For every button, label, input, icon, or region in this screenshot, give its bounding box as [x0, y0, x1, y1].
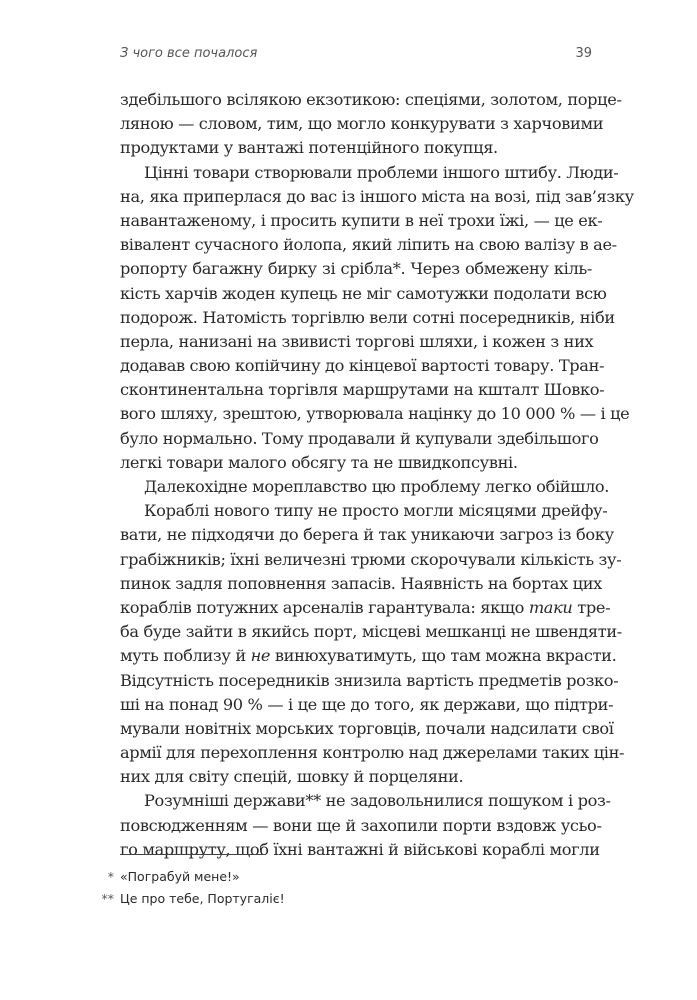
line-text: було нормально. Тому продавали й купували здебільшого: [120, 428, 599, 448]
line-text: армії для перехоплення контролю над джерелами таких цін-: [120, 743, 625, 763]
text-line: [120, 548, 622, 572]
text-line: [120, 282, 607, 306]
footnote: [90, 888, 285, 910]
text-line: [120, 136, 592, 160]
text-line: [120, 427, 599, 451]
text-line: [120, 741, 625, 765]
text-line: [120, 209, 603, 233]
line-text: Цінні товари створювали проблеми іншого штибу. Люди-: [144, 162, 619, 182]
line-text: на, яка приперлася до вас із іншого міста на возі, під зав’язку: [120, 186, 634, 206]
line-text: го маршруту, щоб їхні вантажні й військові кораблі могли: [120, 839, 600, 859]
text-line: [120, 451, 592, 475]
text-line: [120, 523, 614, 547]
text-line: [120, 257, 592, 281]
emphasis: таки: [528, 597, 573, 617]
page-number: 39: [575, 46, 592, 61]
text-line: [120, 475, 610, 499]
line-text: них для світу спецій, шовку й порцеляни.: [120, 767, 464, 787]
text-line: [120, 330, 592, 354]
line-text: вати, не підходячи до берега й так уникаючи загроз із боку: [120, 525, 614, 545]
line-text: Відсутність посередників знизила вартість предметів розко-: [120, 670, 619, 690]
footnote-text: Це про тебе, Португаліє!: [120, 891, 285, 906]
line-text: муть поблизу й: [120, 646, 251, 666]
text-line: [120, 185, 634, 209]
text-line: [120, 161, 619, 185]
text-line: [120, 717, 614, 741]
text-line: [120, 88, 622, 112]
line-text: кораблів потужних арсеналів гарантувала: якщо: [120, 597, 529, 617]
line-text: здебільшого всілякою екзотикою: спеціями, золотом, порце-: [120, 90, 622, 109]
line-text: Далекохідне мореплавство цю проблему легко обійшло.: [144, 477, 610, 496]
line-text: ропорту багажну бирку зі срібла*. Через обмежену кіль-: [120, 259, 592, 279]
text-line: [120, 669, 619, 693]
line-text: Кораблі нового типу не просто могли місяцями дрейфу-: [144, 501, 608, 521]
footnotes: [90, 866, 285, 910]
line-text: сконтинентальна торгівля маршрутами на кшталт Шовко-: [120, 380, 605, 400]
footnote: [90, 866, 285, 888]
text-line: [120, 306, 615, 330]
text-line: [120, 765, 592, 789]
text-line: [120, 402, 630, 426]
text-line: [120, 233, 617, 257]
line-text: продуктами у вантажі потенційного покупця.: [120, 138, 498, 158]
line-text: подорож. Натомість торгівлю вели сотні посередників, ніби: [120, 307, 615, 327]
text-line: [120, 499, 608, 523]
line-text: вівалент сучасного йолопа, який ліпить на свою валізу в ае-: [120, 235, 617, 255]
line-text: Розумніші держави** не задовольнилися пошуком і роз-: [144, 791, 611, 811]
line-text: мували новітніх морських торговців, почали надсилати свої: [120, 718, 614, 738]
running-header: [120, 46, 592, 68]
body-text: [120, 88, 634, 862]
text-line: [120, 354, 605, 378]
line-text: вого шляху, зрештою, утворювала націнку до 10 000 % — і це: [120, 404, 630, 424]
text-line: [120, 814, 602, 838]
line-text: кість харчів жоден купець не міг самотужки подолати всю: [120, 283, 607, 303]
line-text: додавав свою копійчину до кінцевої вартості товару. Тран-: [120, 356, 605, 376]
footnote-mark: **: [101, 891, 114, 906]
text-line: [120, 789, 611, 813]
line-text: тре-: [572, 597, 611, 617]
text-line: [120, 693, 614, 717]
text-line: [120, 644, 617, 668]
line-text: навантаженому, і просить купити в неї трохи їжі, — це ек-: [120, 210, 603, 230]
footnote-text: «Пограбуй мене!»: [120, 869, 240, 884]
line-text: пинок задля поповнення запасів. Наявність на бортах цих: [120, 573, 602, 593]
footnote-mark: *: [107, 869, 114, 884]
emphasis: не: [250, 646, 271, 666]
line-text: легкі товари малого обсягу та не швидкопсувні.: [120, 452, 518, 472]
line-text: винюхуватимуть, що там можна вкрасти.: [270, 646, 617, 666]
text-line: [120, 572, 602, 596]
footnote-divider: [120, 854, 263, 855]
line-text: ба буде зайти в якийсь порт, місцеві мешканці не швендяти-: [120, 622, 622, 642]
line-text: грабіжників; їхні величезні трюми скорочували кількість зу-: [120, 549, 622, 569]
text-line: [120, 112, 604, 136]
line-text: повсюдженням — вони ще й захопили порти вздовж усьо-: [120, 815, 602, 835]
line-text: ші на понад 90 % — і це ще до того, як держави, що підтри-: [120, 694, 614, 714]
line-text: ляною — словом, тим, що могло конкурувати з харчовими: [120, 114, 604, 134]
text-line: [120, 596, 611, 620]
text-line: [120, 620, 622, 644]
running-title: З чого все почалося: [120, 46, 258, 61]
text-line: [120, 838, 600, 862]
line-text: перла, нанизані на звивисті торгові шляхи, і кожен з них: [120, 331, 594, 351]
text-line: [120, 378, 605, 402]
